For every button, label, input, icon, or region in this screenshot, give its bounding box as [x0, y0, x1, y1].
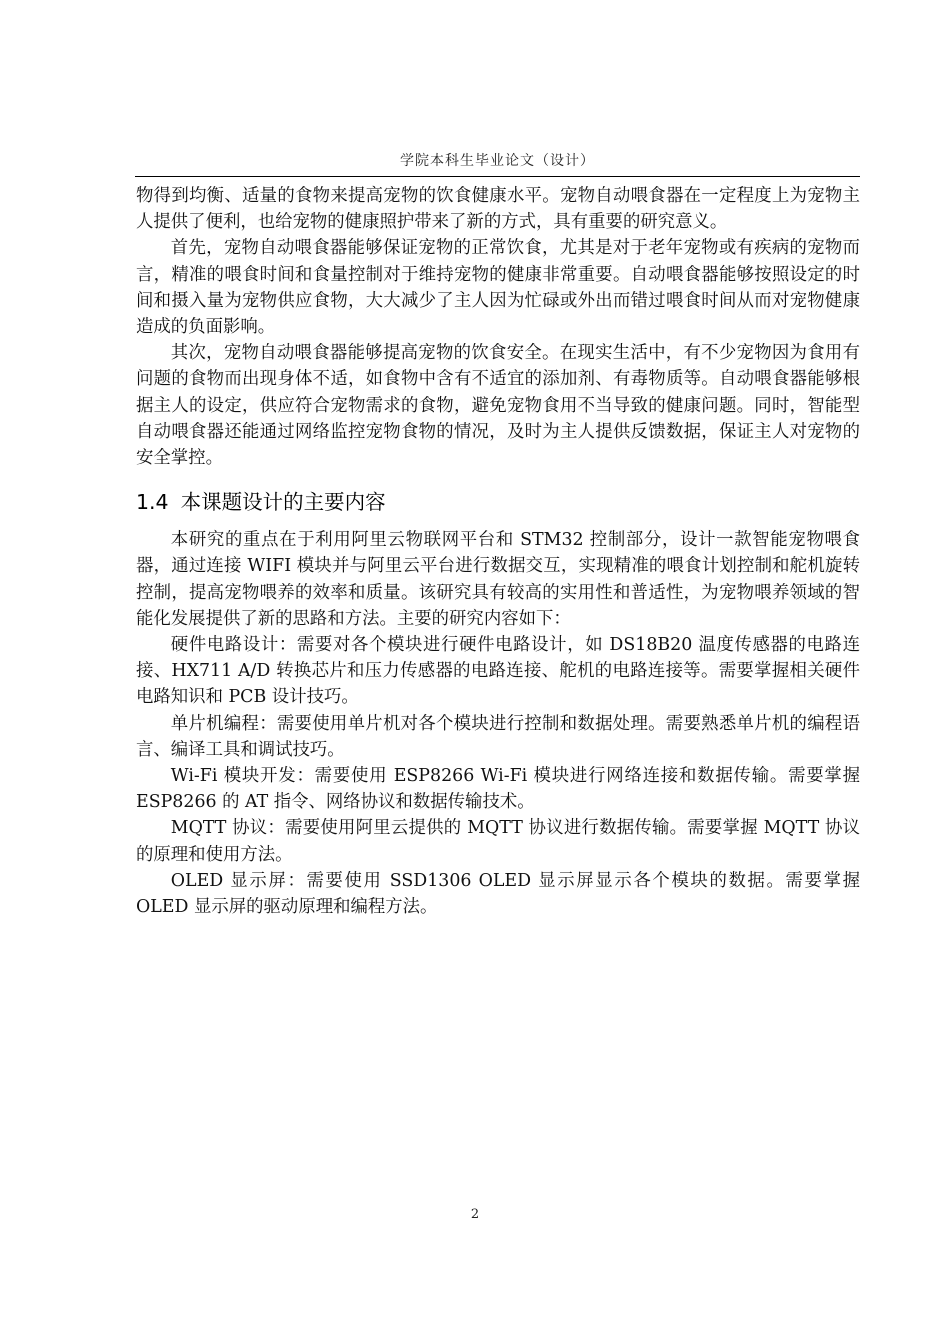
running-header: 学院本科生毕业论文（设计） [400, 153, 595, 169]
page-body [136, 183, 860, 920]
paragraph-mcu-programming: 单片机编程：需要使用单片机对各个模块进行控制和数据处理。需要熟悉单片机的编程语言、编译工具和调试技巧。 [136, 713, 860, 760]
paragraph-second-point: 其次，宠物自动喂食器能够提高宠物的饮食安全。在现实生活中，有不少宠物因为食用有问题的食物而出现身体不适，如食物中含有不适宜的添加剂、有毒物质等。自动喂食器能够根据主人的设定，供应符合宠物需求的食物，避免宠物食用不当导致的健康问题。同时，智能型自动喂食器还能通过网络监控宠物食物的情况，及时为主人提供反馈数据，保证主人对宠物的安全掌控。 [136, 343, 860, 469]
page-number: 2 [470, 1207, 480, 1222]
paragraph-first-point: 首先，宠物自动喂食器能够保证宠物的正常饮食，尤其是对于老年宠物或有疾病的宠物而言，精准的喂食时间和食量控制对于维持宠物的健康非常重要。自动喂食器能够按照设定的时间和摄入量为宠物供应食物，大大减少了主人因为忙碌或外出而错过喂食时间从而对宠物健康造成的负面影响。 [136, 238, 860, 338]
paragraph-oled-display: OLED 显示屏：需要使用 SSD1306 OLED 显示屏显示各个模块的数据。需要掌握 OLED 显示屏的驱动原理和编程方法。 [136, 870, 860, 918]
section-heading [136, 487, 860, 517]
paragraph-mqtt-protocol: MQTT 协议：需要使用阿里云提供的 MQTT 协议进行数据传输。需要掌握 MQTT 协议的原理和使用方法。 [136, 818, 860, 865]
paragraph-research-focus: 本研究的重点在于利用阿里云物联网平台和 STM32 控制部分，设计一款智能宠物喂食器，通过连接 WIFI 模块并与阿里云平台进行数据交互，实现精准的喂食计划控制和舵机旋转控制，提高宠物喂养的效率和质量。该研究具有较高的实用性和普适性，为宠物喂养领域的智能化发展提供了新的思路和方法。主要的研究内容如下： [136, 530, 860, 629]
section-title: 本课题设计的主要内容 [180, 490, 386, 515]
header-divider [135, 176, 860, 177]
paragraph-continuation: 物得到均衡、适量的食物来提高宠物的饮食健康水平。宠物自动喂食器在一定程度上为宠物主人提供了便利，也给宠物的健康照护带来了新的方式，具有重要的研究意义。 [136, 186, 860, 233]
paragraph-hardware-design: 硬件电路设计：需要对各个模块进行硬件电路设计，如 DS18B20 温度传感器的电路连接、HX711 A/D 转换芯片和压力传感器的电路连接、舵机的电路连接等。需要掌握相关硬件电路知识和 PCB 设计技巧。 [136, 635, 860, 708]
paragraph-wifi-module: Wi-Fi 模块开发：需要使用 ESP8266 Wi-Fi 模块进行网络连接和数据传输。需要掌握 ESP8266 的 AT 指令、网络协议和数据传输技术。 [136, 766, 860, 813]
section-number: 1.4 [136, 490, 169, 515]
